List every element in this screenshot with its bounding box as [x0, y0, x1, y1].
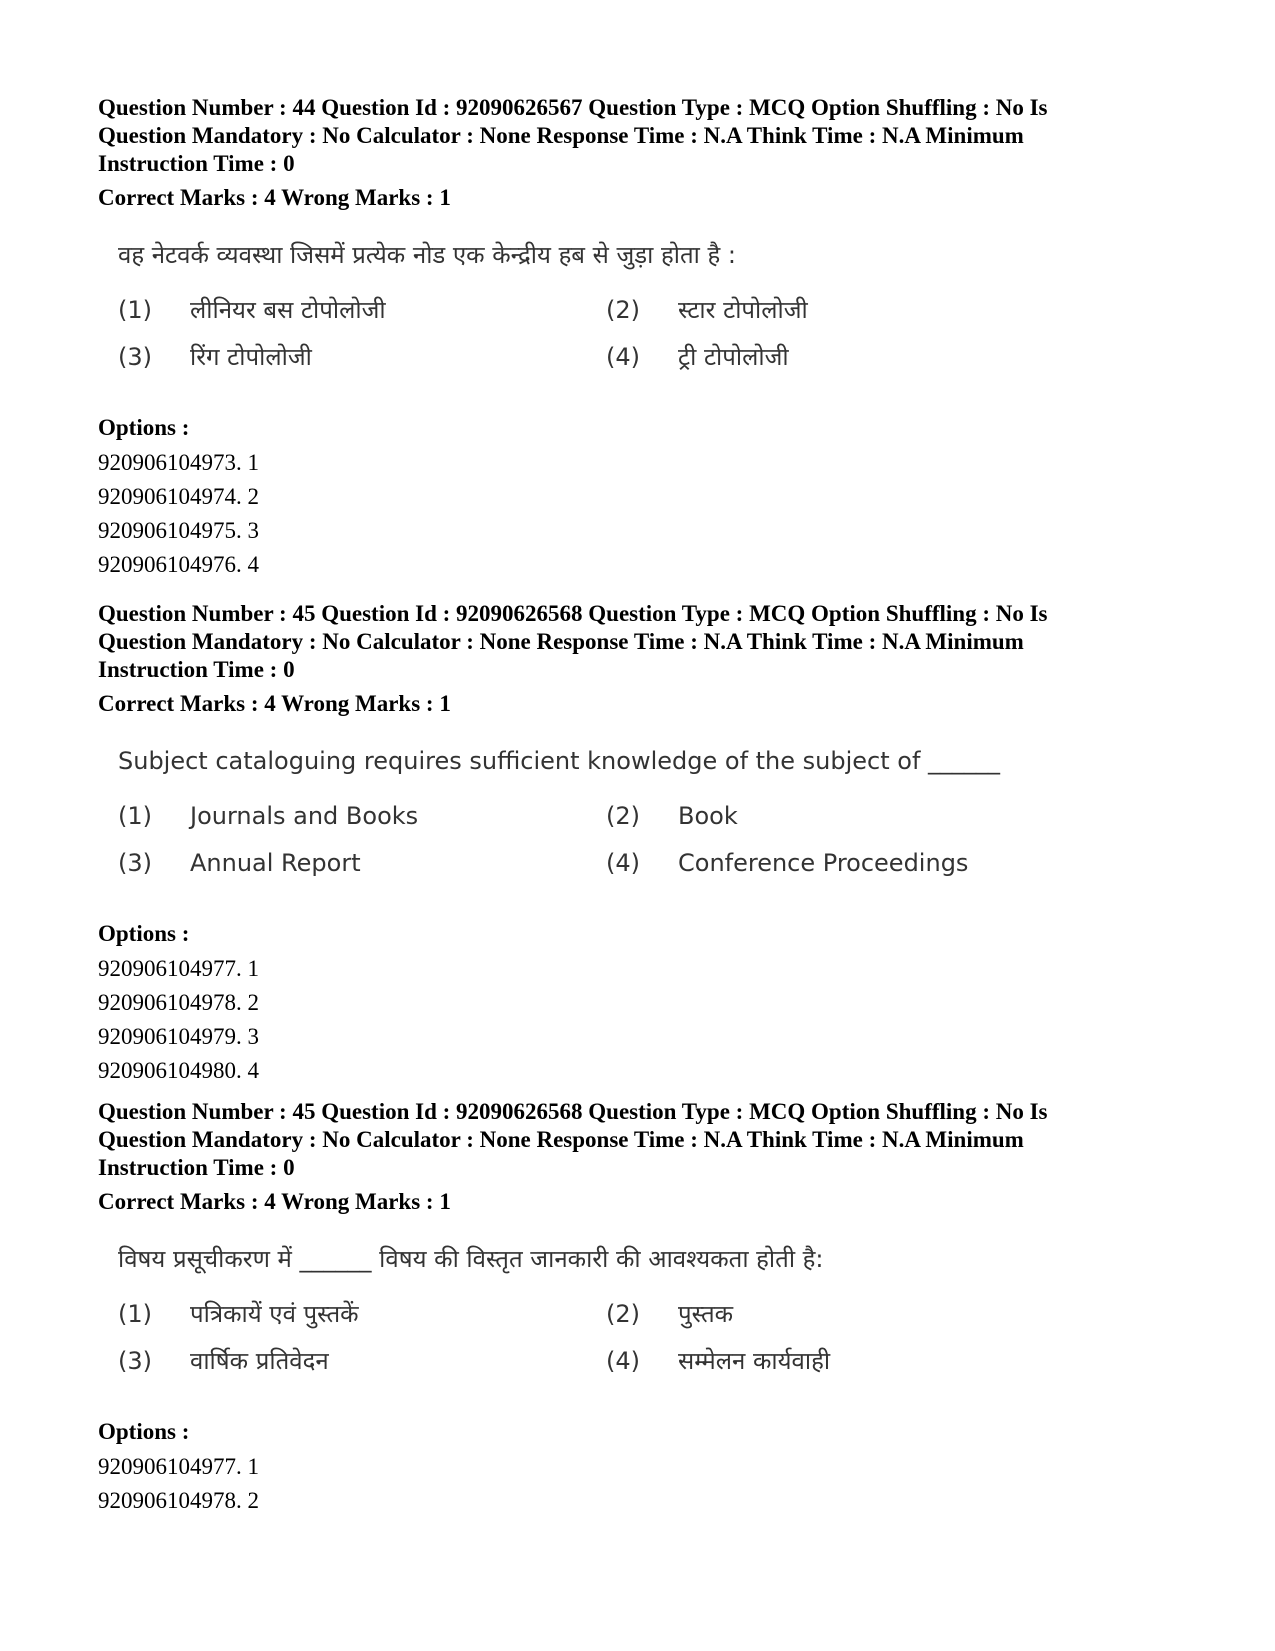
- option-id: 920906104980. 4: [98, 1058, 259, 1083]
- options-list: [98, 952, 1188, 1088]
- choice-number: (1): [118, 802, 152, 830]
- question-block-45-hindi: [98, 1098, 1188, 1518]
- choice-grid: [118, 796, 1188, 892]
- options-list: [98, 1450, 1188, 1518]
- meta-line: Question Number : 45 Question Id : 92090626568 Question Type : MCQ Option Shuffling : No Is: [98, 601, 1048, 626]
- question-block-45-english: [98, 600, 1188, 1088]
- option-id: 920906104973. 1: [98, 450, 259, 475]
- marks-line: Correct Marks : 4 Wrong Marks : 1: [98, 1189, 451, 1214]
- question-stem: विषय प्रसूचीकरण में ______ विषय की विस्तृत जानकारी की आवश्यकता होती है:: [118, 1245, 824, 1273]
- marks-line: Correct Marks : 4 Wrong Marks : 1: [98, 691, 451, 716]
- meta-line: Question Mandatory : No Calculator : None Response Time : N.A Think Time : N.A Minimum: [98, 1127, 1024, 1152]
- options-heading: Options :: [98, 415, 190, 440]
- meta-line: Question Number : 44 Question Id : 92090626567 Question Type : MCQ Option Shuffling : No Is: [98, 95, 1048, 120]
- choice-text: ट्री टोपोलोजी: [678, 343, 789, 371]
- question-meta: [98, 1098, 1188, 1182]
- choice-number: (2): [606, 802, 640, 830]
- option-id: 920906104978. 2: [98, 990, 259, 1015]
- question-stem: Subject cataloguing requires sufficient knowledge of the subject of ______: [118, 747, 1001, 775]
- question-meta: [98, 600, 1188, 684]
- meta-line: Instruction Time : 0: [98, 1155, 295, 1180]
- meta-line: Instruction Time : 0: [98, 657, 295, 682]
- meta-line: Question Mandatory : No Calculator : None Response Time : N.A Think Time : N.A Minimum: [98, 123, 1024, 148]
- choice-number: (1): [118, 1300, 152, 1328]
- choice-number: (4): [606, 343, 640, 371]
- choice-number: (2): [606, 296, 640, 324]
- option-id: 920906104976. 4: [98, 552, 259, 577]
- choice-number: (1): [118, 296, 152, 324]
- choice-number: (3): [118, 343, 152, 371]
- option-id: 920906104977. 1: [98, 956, 259, 981]
- choice-number: (3): [118, 1347, 152, 1375]
- choice-text: Book: [678, 802, 738, 830]
- options-list: [98, 446, 1188, 582]
- choice-text: Conference Proceedings: [678, 849, 969, 877]
- choice-number: (4): [606, 849, 640, 877]
- choice-grid: [118, 1294, 1188, 1390]
- option-id: 920906104979. 3: [98, 1024, 259, 1049]
- choice-text: लीनियर बस टोपोलोजी: [190, 296, 386, 324]
- choice-grid: [118, 290, 1188, 386]
- option-id: 920906104974. 2: [98, 484, 259, 509]
- option-id: 920906104975. 3: [98, 518, 259, 543]
- choice-number: (2): [606, 1300, 640, 1328]
- choice-text: Annual Report: [190, 849, 361, 877]
- question-block-44: [98, 94, 1188, 582]
- choice-text: पुस्तक: [678, 1300, 734, 1328]
- choice-text: रिंग टोपोलोजी: [190, 343, 312, 371]
- option-id: 920906104978. 2: [98, 1488, 259, 1513]
- meta-line: Question Mandatory : No Calculator : None Response Time : N.A Think Time : N.A Minimum: [98, 629, 1024, 654]
- choice-text: पत्रिकायें एवं पुस्तकें: [190, 1300, 359, 1328]
- question-stem: वह नेटवर्क व्यवस्था जिसमें प्रत्येक नोड एक केन्द्रीय हब से जुड़ा होता है :: [118, 241, 736, 269]
- marks-line: Correct Marks : 4 Wrong Marks : 1: [98, 185, 451, 210]
- choice-text: स्टार टोपोलोजी: [678, 296, 808, 324]
- meta-line: Instruction Time : 0: [98, 151, 295, 176]
- choice-text: Journals and Books: [190, 802, 419, 830]
- options-heading: Options :: [98, 1419, 190, 1444]
- meta-line: Question Number : 45 Question Id : 92090626568 Question Type : MCQ Option Shuffling : No Is: [98, 1099, 1048, 1124]
- choice-number: (3): [118, 849, 152, 877]
- choice-number: (4): [606, 1347, 640, 1375]
- option-id: 920906104977. 1: [98, 1454, 259, 1479]
- question-meta: [98, 94, 1188, 178]
- choice-text: सम्मेलन कार्यवाही: [678, 1347, 831, 1375]
- choice-text: वार्षिक प्रतिवेदन: [190, 1347, 329, 1375]
- options-heading: Options :: [98, 921, 190, 946]
